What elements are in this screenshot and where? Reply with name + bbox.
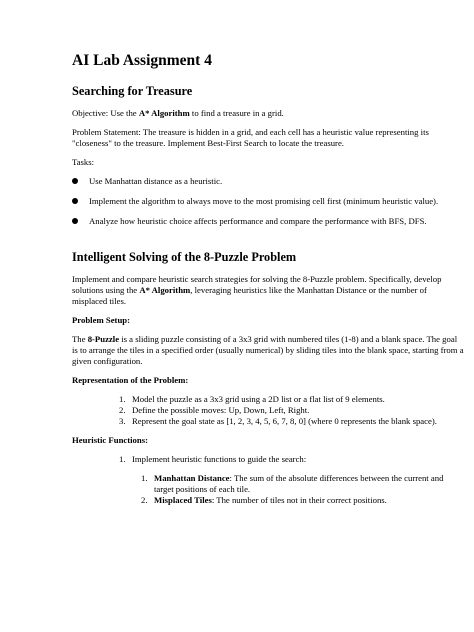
heuristic-sub-text: : The number of tiles not in their correct positions.	[211, 495, 387, 505]
section-heading-treasure: Searching for Treasure	[72, 84, 193, 98]
list-number: 2.	[141, 495, 148, 505]
heuristic-heading: Heuristic Functions:	[72, 435, 149, 445]
objective-prefix: Objective: Use the	[72, 108, 139, 118]
representation-heading: Representation of the Problem:	[72, 375, 189, 385]
intro-paragraph	[72, 274, 464, 307]
section-spacer	[72, 236, 464, 250]
intro-suffix: , leveraging heuristics like the Manhattan Distance or the number of misplaced tiles.	[72, 285, 427, 306]
heuristic-sub-item	[141, 495, 464, 506]
heuristic-list	[119, 454, 464, 465]
list-number: 1.	[119, 394, 126, 404]
representation-text: Define the possible moves: Up, Down, Left, Right.	[132, 405, 310, 415]
representation-text: Model the puzzle as a 3x3 grid using a 2D list or a flat list of 9 elements.	[132, 394, 385, 404]
task-item	[72, 216, 464, 227]
list-number: 1.	[141, 473, 148, 483]
problem-setup-heading: Problem Setup:	[72, 315, 130, 325]
intro-bold: A* Algorithm	[139, 285, 191, 295]
objective-bold: A* Algorithm	[138, 108, 190, 118]
list-number: 1.	[119, 454, 126, 464]
representation-item	[119, 416, 464, 427]
heuristic-sub-item	[141, 473, 464, 495]
page-content	[72, 52, 464, 514]
bullet-icon	[72, 218, 78, 224]
problem-setup-paragraph	[72, 334, 464, 367]
heuristic-sub-list	[141, 473, 464, 506]
representation-list	[119, 394, 464, 427]
intro-prefix: Implement and compare heuristic search strategies for solving the 8-Puzzle problem. Specifically, develop solutions using the	[72, 274, 442, 295]
task-text: Analyze how heuristic choice affects performance and compare the performance with BFS, DFS.	[89, 216, 427, 226]
list-number: 2.	[119, 405, 126, 415]
representation-item	[119, 394, 464, 405]
heuristic-item	[119, 454, 464, 465]
section-heading-8-puzzle: Intelligent Solving of the 8-Puzzle Problem	[72, 250, 297, 264]
problem-statement: Problem Statement: The treasure is hidden in a grid, and each cell has a heuristic value representing its "closeness" to the treasure. Implement Best-First Search to locate the treasure.	[72, 127, 429, 148]
heuristic-sub-bold: Manhattan Distance	[154, 473, 230, 483]
objective-suffix: to find a treasure in a grid.	[189, 108, 284, 118]
heuristic-sub-bold: Misplaced Tiles	[154, 495, 212, 505]
bullet-icon	[72, 178, 78, 184]
task-text: Use Manhattan distance as a heuristic.	[89, 176, 223, 186]
setup-suffix: is a sliding puzzle consisting of a 3x3 grid with numbered tiles (1-8) and a blank space. The goal is to arrange the tiles in a specified order (usually numerical) by sliding tiles into the blank space, starting from a given configuration.	[72, 334, 464, 366]
task-text: Implement the algorithm to always move to the most promising cell first (minimum heuristic value).	[89, 196, 439, 206]
representation-item	[119, 405, 464, 416]
task-item	[72, 196, 464, 207]
bullet-icon	[72, 198, 78, 204]
heuristic-sub-text: : The sum of the absolute differences between the current and target positions of each tile.	[154, 473, 444, 494]
heuristic-item-text: Implement heuristic functions to guide the search:	[132, 454, 307, 464]
task-item	[72, 176, 464, 187]
document-title: AI Lab Assignment 4	[72, 52, 212, 69]
representation-text: Represent the goal state as [1, 2, 3, 4, 5, 6, 7, 8, 0] (where 0 represents the blank space).	[132, 416, 437, 426]
task-list	[72, 176, 464, 227]
objective-paragraph	[72, 108, 464, 119]
tasks-label: Tasks:	[72, 157, 95, 167]
list-number: 3.	[119, 416, 126, 426]
setup-prefix: The	[72, 334, 88, 344]
setup-bold: 8-Puzzle	[87, 334, 120, 344]
